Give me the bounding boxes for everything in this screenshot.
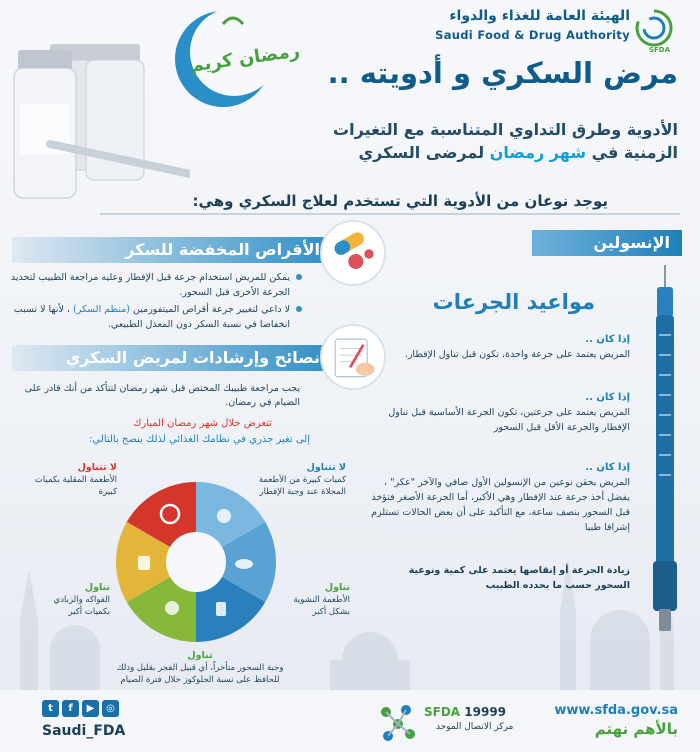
social-handle[interactable]: Saudi_FDA [42, 723, 126, 739]
wheel-label-text: الأطعمة المقلية بكميات كبيرة [34, 475, 117, 497]
bullet2-pre: لا داعي لتغيير جرعة أقراص الميتفورمين [133, 304, 290, 315]
wheel-center [166, 532, 226, 592]
tips-line-1: يجب مراجعة طبيبك المختص قبل شهر رمضان لتتأكد من أنك قادر على الصيام في رمضان. [24, 383, 300, 408]
subtitle-post: لمرضى السكري [358, 143, 485, 162]
facebook-icon[interactable]: f [62, 700, 79, 717]
page-title: مرض السكري و أدويته .. [327, 56, 678, 90]
wheel-label-text: الأطعمة النشوية بشكل أكبر [293, 595, 350, 617]
youtube-icon[interactable]: ▶ [82, 700, 99, 717]
ramadan-greeting: رمضان كريم [189, 40, 302, 77]
insulin-case-2 [360, 390, 630, 435]
doses-title: مواعيد الجرعات [432, 290, 595, 314]
call-center-label: مركز الاتصال الموحد [436, 722, 514, 732]
wheel-label-head: لا تتناول [306, 462, 346, 473]
website-link[interactable]: www.sfda.gov.sa [554, 703, 678, 718]
wheel-label-head: تناول [324, 582, 350, 593]
bullet2-post: ، لأنها لا تسبب انخفاضا في نسبة السكر دون المعدل الطبيعي. [13, 304, 290, 330]
insulin-case-1 [360, 332, 630, 362]
pills-icon [322, 222, 384, 284]
cake-icon [217, 509, 231, 523]
if-label: إذا كان .. [585, 392, 630, 403]
wheel-label-head: تناول [84, 582, 110, 593]
wheel-label-fried [22, 462, 117, 498]
dose-adjust-note: زيادة الجرعة أو إنقاصها يعتمد على كمية ونوعية السحور حسب ما يحدده الطبيب [408, 565, 630, 591]
pills-heading: الأقراص المخفضة للسكر [12, 237, 332, 263]
tips-line-3: إلى تغير جذري في نظامك الغذائي لذلك ينصح بالتالي: [89, 434, 310, 445]
subtitle-pre: الزمنية في [591, 143, 678, 162]
pills-icon-circle [320, 220, 386, 286]
pills-bullet-2 [0, 302, 290, 332]
case-text: المريض يعتمد على جرعة واحدة، تكون قبل تناول الإفطار. [404, 349, 630, 360]
wheel-label-starch [272, 582, 350, 618]
wheel-label-suhoor [112, 650, 288, 686]
divider [100, 213, 680, 215]
vials-illustration [10, 34, 190, 204]
bread-icon [235, 559, 253, 569]
wheel-label-head: لا تتناول [77, 462, 117, 473]
twitter-icon[interactable]: t [42, 700, 59, 717]
subtitle-line2 [359, 143, 679, 162]
wheel-label-head: تناول [187, 650, 213, 661]
social-icons [42, 700, 119, 717]
authority-name-ar: الهيئة العامة للغذاء والدواء [449, 8, 630, 24]
slogan: بالأهم نهتم [594, 720, 678, 738]
case-text: المريض يعتمد على جرعتين، تكون الجرعة الأساسية قبل تناول الإفطار والجرعة الأقل قبل السحور [388, 407, 630, 433]
if-label: إذا كان .. [585, 334, 630, 345]
sfda-logo-icon [634, 8, 674, 48]
wheel-label-text: وجبة السحور متأخراً، أي قبيل الفجر بقليل وذلك للحافظ على نسبة الجلوكوز خلال فترة الصيام [116, 663, 284, 685]
insulin-pen-icon [645, 265, 685, 635]
phone-number[interactable]: 19999 [464, 705, 507, 719]
pills-bullet-1: يمكن للمريض استخدام جرعة قبل الإفطار وعليه مراجعة الطبيب لتحديد الجرعة الأخرى قبل السحور. [0, 270, 290, 300]
subtitle-line1: الأدوية وطرق التداوي المتناسبة مع التغيرات [333, 120, 678, 139]
wheel-label-text: الفواكه والزبادي بكميات أكبر [53, 595, 110, 617]
insulin-heading: الإنسولين [532, 230, 682, 256]
authority-name-en: Saudi Food & Drug Authority [435, 28, 630, 42]
nutrition-wheel [112, 478, 280, 646]
tips-line-2: تتعرض خلال شهر رمضان المبارك [133, 418, 272, 429]
call-center-logo-icon [376, 700, 420, 744]
wheel-label-text: كميات كبيرة من الأطعمة المحلاة عند وجبة الإفطار [258, 475, 346, 497]
call-center-number [424, 705, 506, 719]
bullet2-highlight: (منظم السكر) [73, 304, 130, 315]
yogurt-icon [138, 556, 150, 570]
logo-abbr: SFDA [648, 46, 670, 54]
insulin-case-3 [360, 460, 630, 535]
wheel-label-fruit [30, 582, 110, 618]
sfda-label: SFDA [424, 705, 461, 719]
if-label: إذا كان .. [585, 462, 630, 473]
instagram-icon[interactable]: ◎ [102, 700, 119, 717]
subtitle-highlight: شهر رمضان [489, 143, 587, 162]
banana-icon [165, 601, 179, 615]
types-intro: يوجد نوعان من الأدوية التي تستخدم لعلاج السكري وهي: [192, 192, 608, 210]
drip-icon [216, 602, 226, 616]
case-text: المريض يحقن نوعين من الإنسولين الأول صافي والآخر "عكر" ، يفضل أخذ جرعة عند الإفطار وهي الأكبر، أما الجرعة الأصغر فتؤخذ قبل السحور بنصف ساعة، مع التأكيد على أن بعض الحالات تستلزم إشرافا طبيا [371, 477, 630, 533]
tips-heading: نصائح وإرشادات لمريض السكري [12, 345, 332, 371]
wheel-label-sweets [256, 462, 346, 498]
